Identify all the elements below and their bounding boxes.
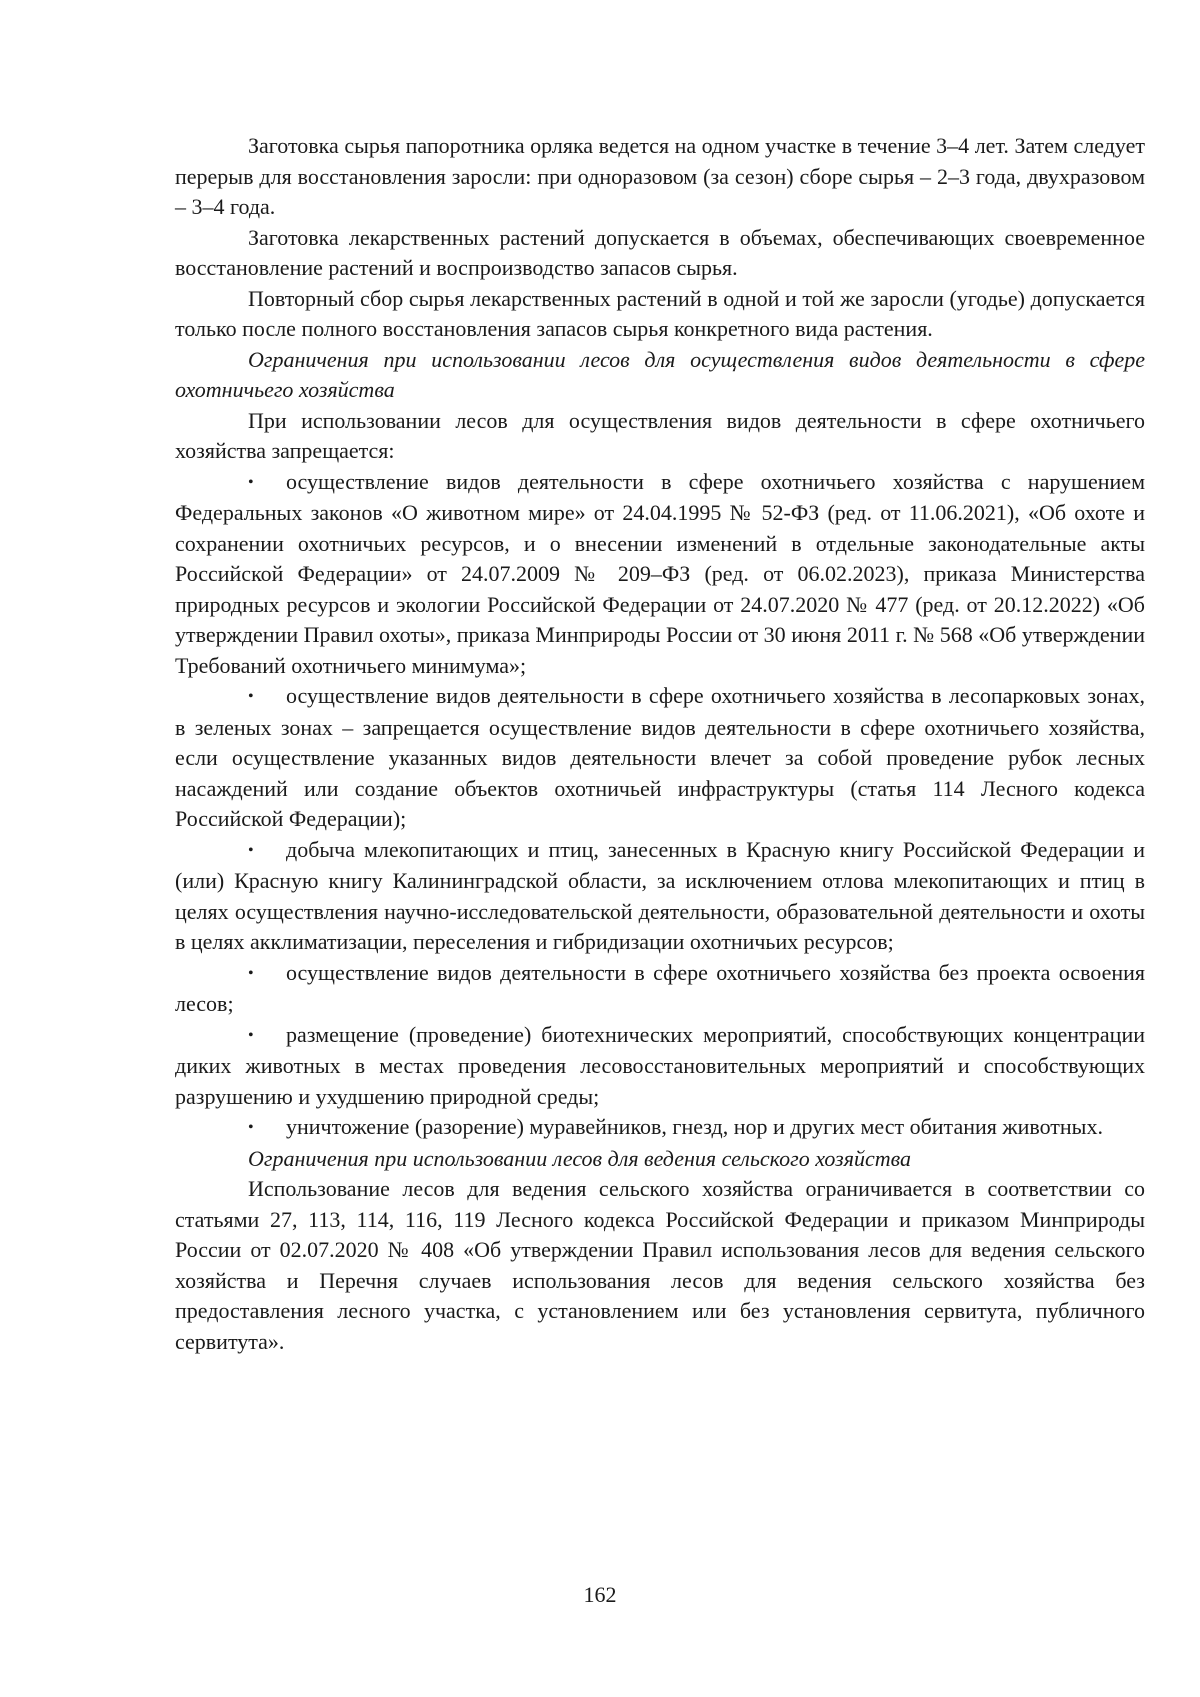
bullet-text: добыча млекопитающих и птиц, занесенных в Красную книгу Российской Федерации и (или) Красную книгу Калининградской области, за исключением отлова млекопитающих и птиц в целях осуществления научно-исследовательской деятельности, образовательной деятельности и охоты в целях акклиматизации, переселения и гибридизации охотничьих ресурсов; — [175, 836, 1145, 954]
bullet-text: осуществление видов деятельности в сфере охотничьего хозяйства с нарушением Федеральных законов «О животном мире» от 24.04.1995 № 52-ФЗ (ред. от 11.06.2021), «Об охоте и сохранении охотничьих ресурсов, и о внесении изменений в отдельные законодательные акты Российской Федерации» от 24.07.2009 № 209–ФЗ (ред. от 06.02.2023), приказа Министерства природных ресурсов и экологии Российской Федерации от 24.07.2020 № 477 (ред. от 20.12.2022) «Об утверждении Правил охоты», приказа Минприроды России от 30 июня 2011 г. № 568 «Об утверждении Требований охотничьего минимума»; — [175, 468, 1145, 678]
bullet-icon: • — [248, 1119, 254, 1136]
paragraph-repeat-collection: Повторный сбор сырья лекарственных растений в одной и той же заросли (угодье) допускается только после полного восстановления запасов сырья конкретного вида растения. — [175, 285, 1145, 341]
section-heading-hunting: Ограничения при использовании лесов для осуществления видов деятельности в сфере охотничьего хозяйства — [175, 346, 1145, 402]
bullet-item-no-project — [175, 958, 1145, 1020]
bullet-icon: • — [248, 688, 254, 705]
bullet-item-forest-park-zones — [175, 681, 1145, 835]
paragraph-fern-harvest: Заготовка сырья папоротника орляка ведется на одном участке в течение 3–4 лет. Затем следует перерыв для восстановления заросли: при одноразовом (за сезон) сборе сырья – 2–3 года, двухразовом – 3–4 года. — [175, 133, 1145, 219]
bullet-text: осуществление видов деятельности в сфере охотничьего хозяйства в лесопарковых зонах, в зеленых зонах – запрещается осуществление видов деятельности в сфере охотничьего хозяйства, если осуществление указанных видов деятельности влечет за собой проведение рубок лесных насаждений или создание объектов охотничьей инфраструктуры (статья 114 Лесного кодекса Российской Федерации); — [175, 683, 1145, 831]
bullet-text: размещение (проведение) биотехнических мероприятий, способствующих концентрации диких животных в местах проведения лесовосстановительных мероприятий и способствующих разрушению и ухудшению природной среды; — [175, 1021, 1145, 1109]
bullet-icon: • — [248, 964, 254, 982]
bullet-icon: • — [248, 841, 254, 859]
bullet-item-federal-laws — [175, 467, 1145, 682]
page-body — [175, 131, 1145, 1357]
bullet-text: уничтожение (разорение) муравейников, гнезд, нор и других мест обитания животных. — [286, 1114, 1103, 1139]
paragraph-agriculture: Использование лесов для ведения сельского хозяйства ограничивается в соответствии со статьями 27, 113, 114, 116, 119 Лесного кодекса Российской Федерации и приказом Минприроды России от 02.07.2020 № 408 «Об утверждении Правил использования лесов для ведения сельского хозяйства и Перечня случаев использования лесов для ведения сельского хозяйства без предоставления лесного участка, с установлением или без установления сервитута, публичного сервитута». — [175, 1176, 1145, 1354]
bullet-text: осуществление видов деятельности в сфере охотничьего хозяйства без проекта освоения лесов; — [175, 959, 1145, 1016]
paragraph-medicinal-volume: Заготовка лекарственных растений допускается в объемах, обеспечивающих своевременное восстановление растений и воспроизводство запасов сырья. — [175, 224, 1145, 280]
bullet-item-biotechnical — [175, 1020, 1145, 1113]
bullet-icon: • — [248, 473, 254, 491]
bullet-item-habitat-destruction — [175, 1112, 1145, 1144]
paragraph-hunting-intro: При использовании лесов для осуществления видов деятельности в сфере охотничьего хозяйства запрещается: — [175, 407, 1145, 463]
bullet-item-red-book — [175, 835, 1145, 958]
page-number: 162 — [583, 1582, 617, 1607]
bullet-icon: • — [248, 1026, 254, 1044]
section-heading-agriculture: Ограничения при использовании лесов для ведения сельского хозяйства — [248, 1145, 911, 1171]
